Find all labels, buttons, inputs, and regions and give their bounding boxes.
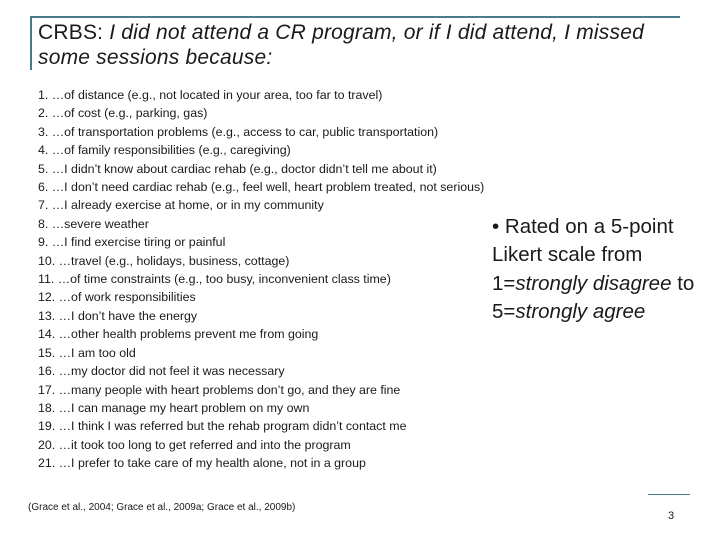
list-item: 2. …of cost (e.g., parking, gas) [38,106,208,121]
citation: (Grace et al., 2004; Grace et al., 2009a; Grace et al., 2009b) [28,502,296,513]
list-item: 10. …travel (e.g., holidays, business, cottage) [38,253,290,268]
slide-title [38,20,680,70]
note-part1: Rated on a 5-point Likert scale from 1= [492,215,674,295]
list-item: 6. …I don’t need cardiac rehab (e.g., feel well, heart problem treated, not serious) [38,180,485,195]
list-item: 5. …I didn’t know about cardiac rehab (e.g., doctor didn’t tell me about it) [38,161,437,176]
footer-rule [648,494,690,495]
title-frame [30,16,680,70]
list-item: 17. …many people with heart problems don’t go, and they are fine [38,382,401,397]
list-item: 1. …of distance (e.g., not located in your area, too far to travel) [38,88,383,102]
list-item: 16. …my doctor did not feel it was necessary [38,364,285,379]
list-item: 8. …severe weather [38,216,149,231]
note-bullet: • [492,215,500,238]
list-item: 11. …of time constraints (e.g., too busy, inconvenient class time) [38,272,391,287]
list-item: 14. …other health problems prevent me from going [38,327,319,342]
list-item: 20. …it took too long to get referred and into the program [38,437,351,452]
note-emph2: strongly agree [515,300,646,324]
list-item: 7. …I already exercise at home, or in my community [38,198,324,213]
list-item: 4. …of family responsibilities (e.g., caregiving) [38,143,291,158]
list-item: 19. …I think I was referred but the rehab program didn’t contact me [38,419,407,434]
title-lead: CRBS: [38,21,110,44]
likert-note [492,213,702,327]
list-item: 13. …I don’t have the energy [38,308,198,323]
list-item: 12. …of work responsibilities [38,290,196,305]
list-item: 9. …I find exercise tiring or painful [38,235,226,250]
note-emph1: strongly disagree [515,271,672,295]
list-item: 21. …I prefer to take care of my health alone, not in a group [38,456,366,471]
list-item: 3. …of transportation problems (e.g., access to car, public transportation) [38,124,439,139]
list-item: 18. …I can manage my heart problem on my own [38,400,310,415]
list-item: 15. …I am too old [38,345,136,360]
note-part2: to 5= [492,271,695,324]
title-rest: I did not attend a CR program, or if I did attend, I missed some sessions because: [38,21,644,69]
page-number: 3 [668,510,675,522]
barrier-list [38,86,484,473]
